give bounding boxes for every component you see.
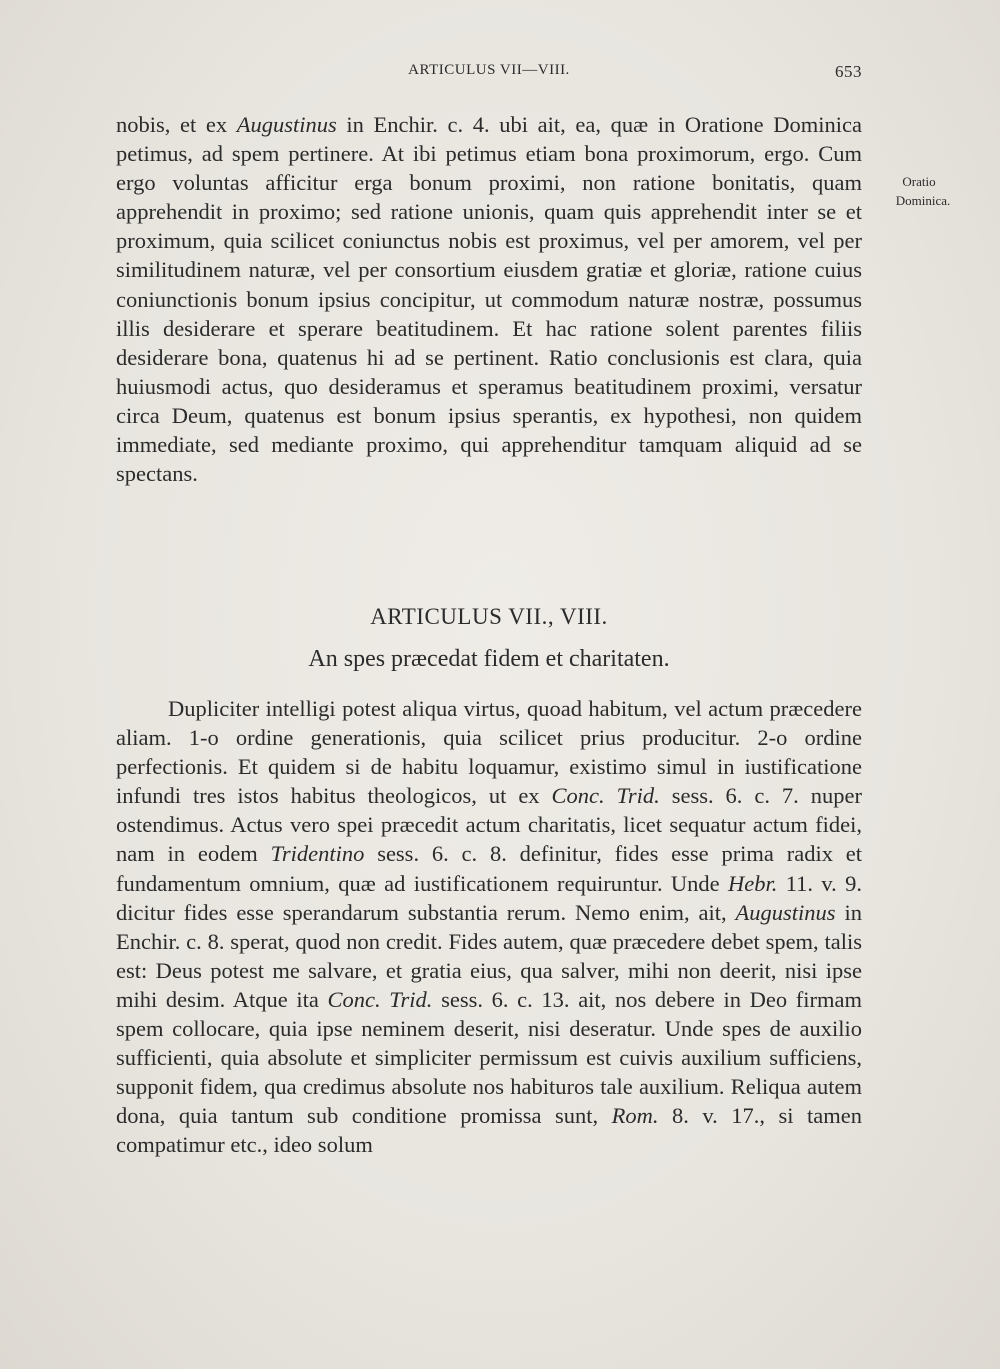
text-run: 11. v. 9. dicitur fides esse sperandarum substantia rerum. Nemo enim, ait, [116, 870, 862, 925]
paragraph-text [116, 110, 862, 488]
page-number: 653 [835, 62, 862, 81]
text-run: sess. 6. c. 13. ait, nos debere in Deo firmam spem collocare, quia ipse neminem deserit, nisi deseratur. Unde spes de auxilio sufficienti, quia absolute et simpliciter permissum est cuivis auxilium sufficiens, supponit fidem, qua credimus absolute nos habituros tale auxilium. Reliqua autem dona, quia tantum sub conditione promissa sunt, [116, 986, 863, 1129]
italic-run: Hebr. [728, 870, 778, 896]
italic-run: Conc. Trid. [327, 986, 433, 1012]
italic-run: Augustinus [735, 899, 836, 925]
text-run: sess. 6. c. 8. definitur, fides esse prima radix et fundamentum omnium, quæ ad iustificationem requiruntur. Unde [116, 841, 862, 896]
text-run: Dupliciter intelligi potest aliqua virtus, quoad habitum, vel actum præcedere aliam. 1-o ordine generationis, quia scilicet prius producitur. 2-o ordine perfectionis. Et quidem si de habitu loquamur, existimo simul in iustificatione infundi tres istos habitus theologicos, ut ex [116, 696, 862, 809]
text-run: sess. 6. c. 7. nuper ostendimus. Actus vero spei præcedit actum charitatis, licet sequatur actum fidei, nam in eodem [116, 783, 862, 867]
section-subtitle: An spes præcedat fidem et charitaten. [308, 646, 670, 672]
italic-run: Tridentino [270, 841, 365, 867]
text-run: nobis, et ex [116, 112, 237, 137]
paragraph-text [116, 694, 862, 1160]
running-title: ARTICULUS VII—VIII. [408, 62, 570, 78]
text-run: in Enchir. c. 8. sperat, quod non credit. Fides autem, quæ præcedere debet spem, talis est: Deus potest me salvare, et gratia eius, qua salver, mihi non deerit, nisi ipse mihi desim. Atque ita [116, 899, 862, 1012]
running-head [116, 62, 862, 84]
text-run: 8. v. 17., si tamen compatimur etc., ideo solum [116, 1103, 862, 1158]
text-run: in Enchir. c. 4. ubi ait, ea, quæ in Oratione Dominica petimus, ad spem pertinere. At ibi petimus etiam bona proximorum, ergo. Cum ergo voluntas afficitur erga bonum proximi, non ratione bonitatis, quam apprehendit in proximo; sed ratione unionis, quam quis apprehendit inter se et proximum, quia scilicet coniunctus nobis est proximus, vel per amorem, vel per similitudinem naturæ, vel per consortium eiusdem gratiæ et gloriæ, ratione cuius coniunctionis bonum ipsius concipitur, ut commodum naturæ nostræ, possumus illis desiderare et sperare beatitudinem. Et hac ratione solent parentes filiis desiderare bona, quatenus hi ad se pertinent. Ratio conclusionis est clara, quia huiusmodi actus, quo desideramus et speramus beatitudinem proximi, versatur circa Deum, quatenus est bonum ipsius sperantis, ex hypothesi, non quidem immediate, sed mediante proximo, qui apprehenditur tamquam aliquid ad se spectans. [116, 112, 863, 487]
paragraph [116, 694, 862, 1160]
italic-run: Rom. [611, 1103, 659, 1129]
margin-note-line: Dominica. [895, 193, 951, 208]
section-heading: ARTICULUS VII., VIII. [370, 604, 608, 629]
italic-run: Augustinus [236, 112, 337, 137]
italic-run: Conc. Trid. [551, 783, 660, 809]
margin-note [878, 172, 960, 210]
paragraph [116, 110, 862, 488]
margin-note-line: Oratio [902, 174, 936, 189]
